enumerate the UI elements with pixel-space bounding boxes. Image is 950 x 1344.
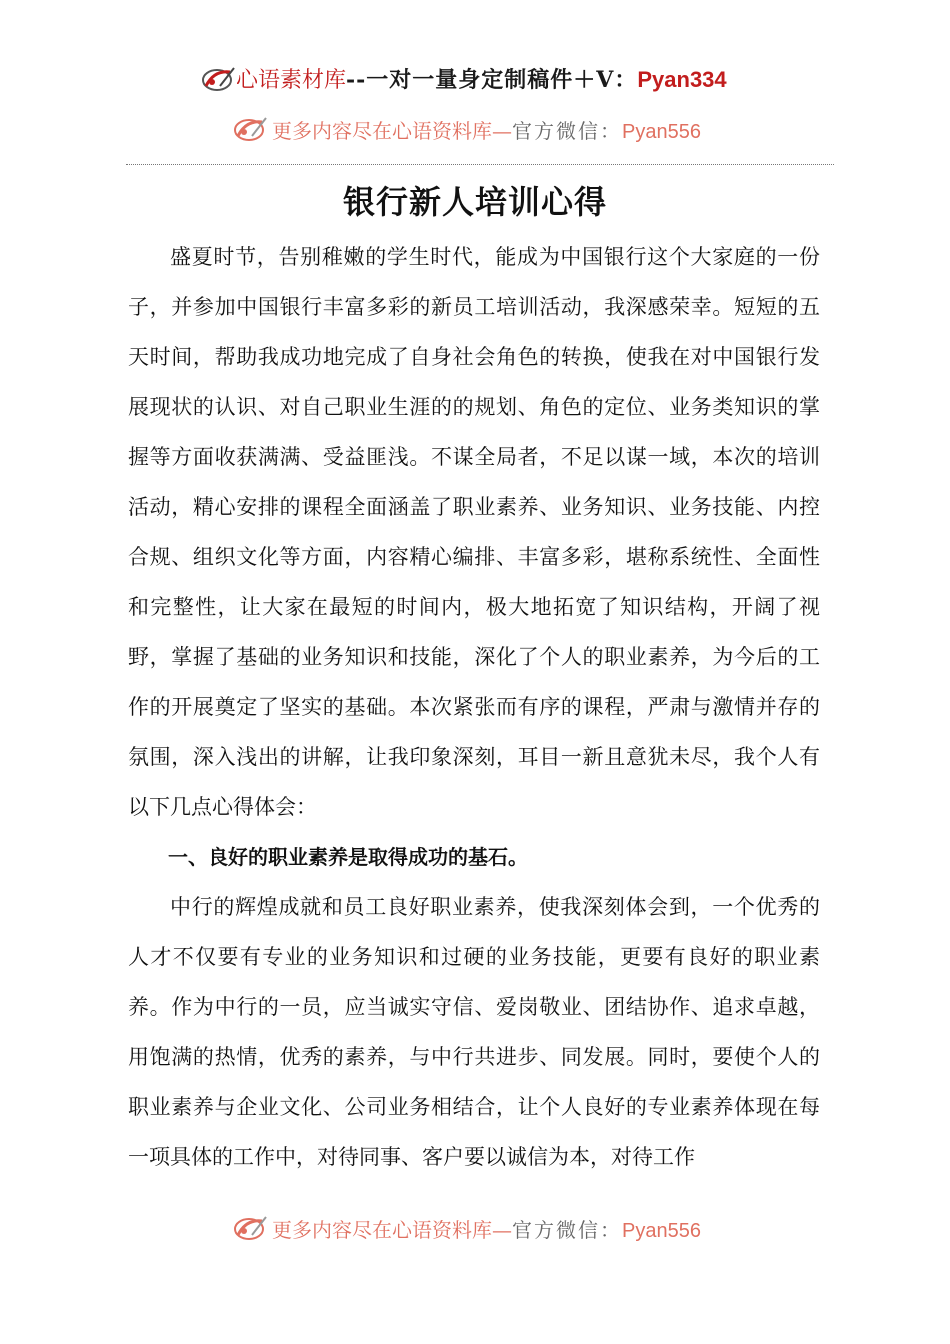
brand-logo-icon bbox=[200, 64, 238, 94]
promo-wechat: Pyan556 bbox=[622, 1220, 701, 1242]
promo-slogan: 更多内容尽在心语资料库 bbox=[272, 119, 492, 143]
promo-label: 官方微信： bbox=[512, 1218, 622, 1242]
brand-logo-icon bbox=[232, 114, 270, 144]
header-tagline: 一对一量身定制稿件＋V： bbox=[366, 67, 638, 93]
promo-label: 官方微信： bbox=[512, 119, 622, 143]
paragraph: 盛夏时节，告别稚嫩的学生时代，能成为中国银行这个大家庭的一份子，并参加中国银行丰富多彩的新员工培训活动，我深感荣幸。短短的五天时间，帮助我成功地完成了自身社会角色的转换，使我在对中国银行发展现状的认识、对自己职业生涯的的规划、角色的定位、业务类知识的掌握等方面收获满满、受益匪浅。不谋全局者，不足以谋一域，本次的培训活动，精心安排的课程全面涵盖了职业素养、业务知识、业务技能、内控合规、组织文化等方面，内容精心编排、丰富多彩，堪称系统性、全面性和完整性，让大家在最短的时间内，极大地拓宽了知识结构，开阔了视野，掌握了基础的业务知识和技能，深化了个人的职业素养，为今后的工作的开展奠定了坚实的基础。本次紧张而有序的课程，严肃与激情并存的氛围，深入浅出的讲解，让我印象深刻，耳目一新且意犹未尽，我个人有以下几点心得体会： bbox=[128, 245, 820, 819]
article-body bbox=[128, 232, 820, 1182]
promo-text bbox=[272, 1217, 701, 1244]
header-banner bbox=[200, 62, 800, 98]
header-text bbox=[236, 66, 727, 95]
promo-slogan: 更多内容尽在心语资料库 bbox=[272, 1218, 492, 1242]
document-title: 银行新人培训心得 bbox=[342, 183, 607, 221]
promo-wechat: Pyan556 bbox=[622, 121, 701, 143]
promo-dash: — bbox=[492, 119, 512, 143]
section-heading: 一、良好的职业素养是取得成功的基石。 bbox=[168, 845, 528, 869]
header-divider bbox=[126, 164, 834, 165]
promo-text bbox=[272, 118, 701, 145]
header-wechat: Pyan334 bbox=[637, 67, 727, 92]
paragraph: 中行的辉煌成就和员工良好职业素养，使我深刻体会到，一个优秀的人才不仅要有专业的业务知识和过硬的业务技能，更要有良好的职业素养。作为中行的一员，应当诚实守信、爱岗敬业、团结协作、追求卓越，用饱满的热情，优秀的素养，与中行共进步、同发展。同时，要使个人的职业素养与企业文化、公司业务相结合，让个人良好的专业素养体现在每一项具体的工作中，对待同事、客户要以诚信为本，对待工作 bbox=[128, 895, 820, 1169]
header-separator: -- bbox=[346, 67, 367, 93]
brand-name: 心语素材库 bbox=[236, 68, 347, 93]
promo-dash: — bbox=[492, 1218, 512, 1242]
brand-logo-icon bbox=[232, 1213, 270, 1243]
promo-banner-top bbox=[232, 114, 792, 148]
promo-banner-bottom bbox=[232, 1213, 792, 1247]
